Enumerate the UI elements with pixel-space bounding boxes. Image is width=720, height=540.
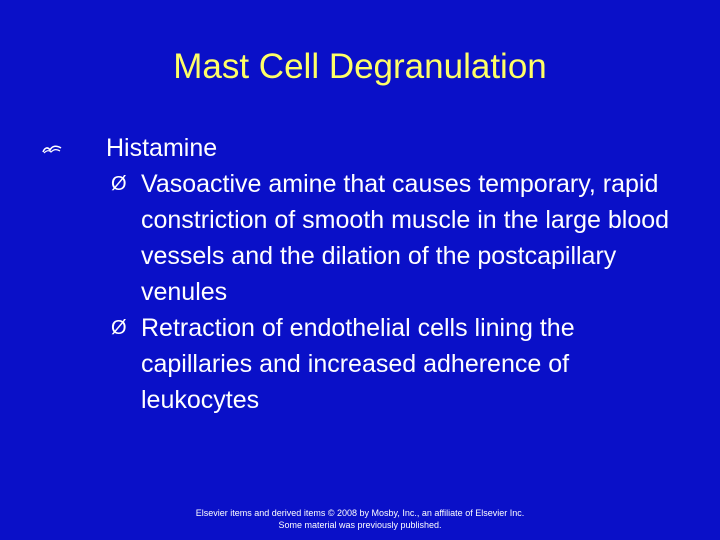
copyright-footer bbox=[0, 507, 720, 531]
footer-line: Some material was previously published. bbox=[278, 520, 442, 530]
bullet-text: Histamine bbox=[106, 134, 218, 162]
arrowhead-bullet-icon: Ø bbox=[111, 317, 127, 339]
sub-bullet-text: Vasoactive amine that causes temporary, rapid constriction of smooth muscle in the large blood vessels and the dilation of the postcapillary venules bbox=[141, 170, 670, 306]
level1-bullet-icon bbox=[42, 142, 62, 154]
slide-title: Mast Cell Degranulation bbox=[173, 47, 547, 86]
sub-bullet-text: Retraction of endothelial cells lining the capillaries and increased adherence of leukocytes bbox=[141, 314, 575, 414]
sub-bullet-item bbox=[42, 310, 682, 418]
footer-line: Elsevier items and derived items © 2008 by Mosby, Inc., an affiliate of Elsevier Inc. bbox=[195, 508, 525, 518]
arrowhead-bullet-icon: Ø bbox=[111, 173, 127, 195]
bullet-item bbox=[42, 130, 682, 166]
slide-content bbox=[42, 130, 682, 418]
sub-bullet-item bbox=[42, 166, 682, 310]
